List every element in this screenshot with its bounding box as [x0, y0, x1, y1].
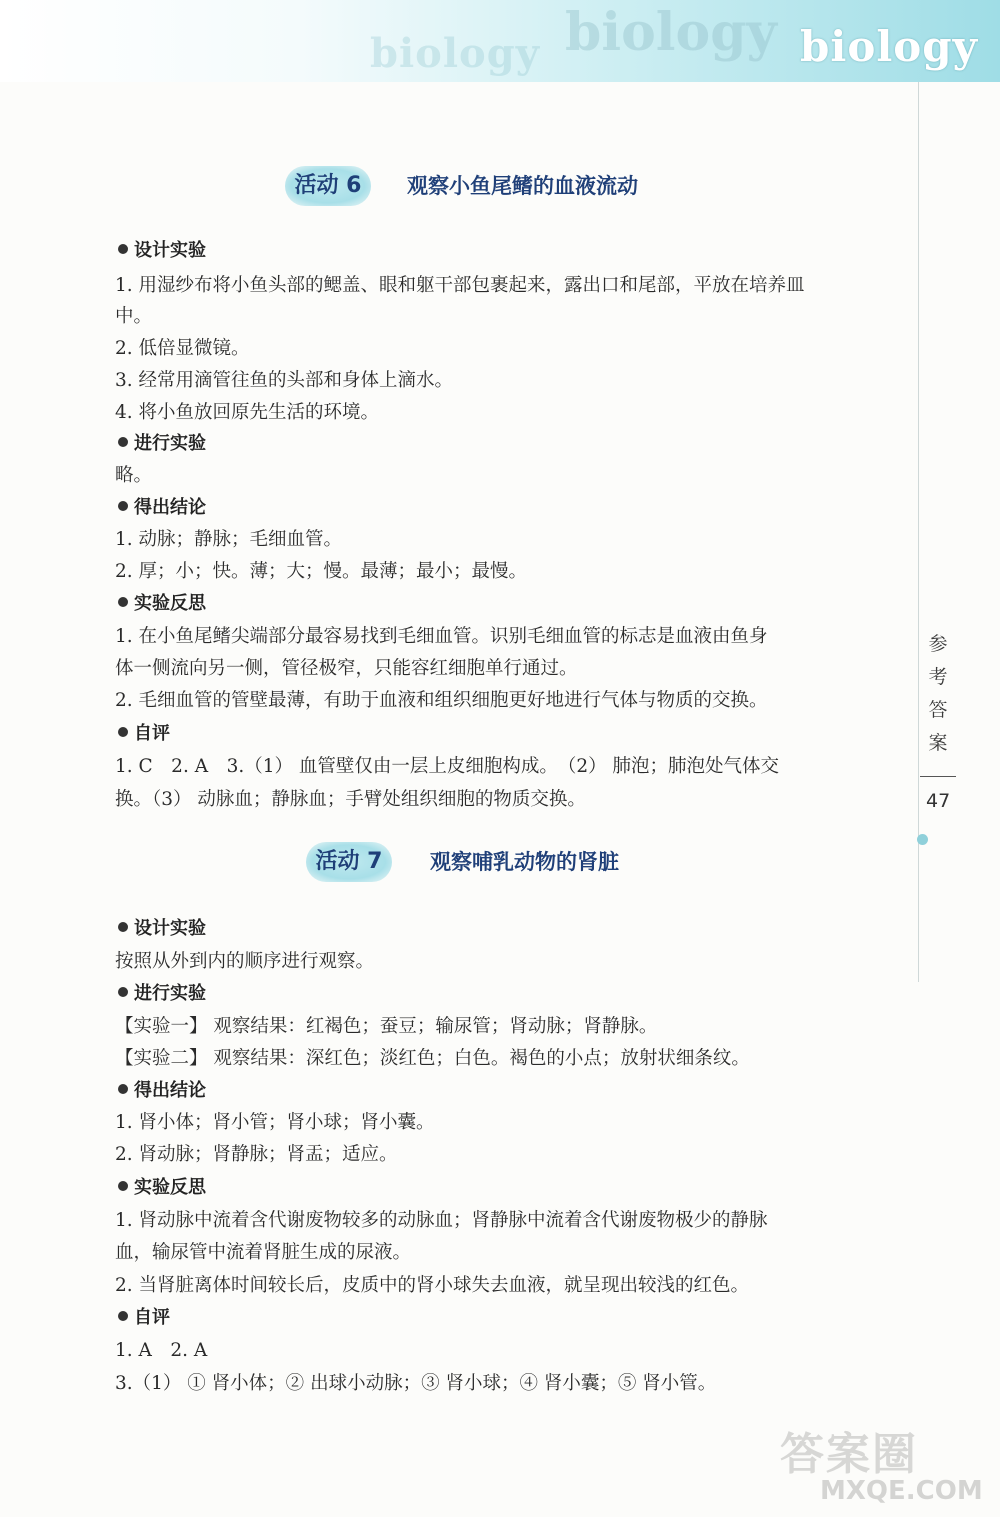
banner-ghost-word-large: biology [565, 2, 777, 63]
text-line: 体一侧流向另一侧，管径极窄，只能容红细胞单行通过。 [115, 658, 578, 679]
section-conclusion: 得出结论 [118, 493, 206, 519]
text-line: 按照从外到内的顺序进行观察。 [115, 951, 375, 972]
section-design: 设计实验 [118, 914, 206, 940]
activity-6-title: 观察小鱼尾鳍的血液流动 [407, 174, 638, 198]
text-line: 略。 [115, 465, 153, 486]
section-conduct: 进行实验 [118, 429, 206, 455]
banner-ghost-word: biology [370, 30, 540, 77]
text-line: 1. 用湿纱布将小鱼头部的鳃盖、眼和躯干部包裹起来，露出口和尾部，平放在培养皿 [115, 275, 805, 296]
text-line: 换。（3） 动脉血；静脉血；手臂处组织细胞的物质交换。 [115, 789, 586, 810]
page-dot-icon [917, 834, 928, 845]
text-line: 3. 经常用滴管往鱼的头部和身体上滴水。 [115, 370, 454, 391]
side-tab-char: 案 [928, 732, 948, 754]
activity-6-heading [285, 166, 745, 206]
activity-7-heading [306, 842, 726, 882]
text-line: 1. 在小鱼尾鳍尖端部分最容易找到毛细血管。识别毛细血管的标志是血液由鱼身 [115, 626, 768, 647]
text-line: 1. C 2. A 3.（1） 血管壁仅由一层上皮细胞构成。 （2） 肺泡；肺泡处气体交 [115, 756, 780, 777]
activity-7-title: 观察哺乳动物的肾脏 [430, 850, 619, 874]
page-number: 47 [926, 790, 951, 812]
text-line: 2. 肾动脉；肾静脉；肾盂；适应。 [115, 1144, 398, 1165]
text-line: 【实验一】 观察结果：红褐色；蚕豆；输尿管；肾动脉；肾静脉。 [115, 1016, 658, 1037]
activity-7-label: 活动 7 [306, 842, 392, 882]
header-banner [0, 0, 1000, 82]
side-tab-reference-answers [925, 628, 951, 760]
text-line: 2. 低倍显微镜。 [115, 338, 250, 359]
text-line: 2. 毛细血管的管壁最薄，有助于血液和组织细胞更好地进行气体与物质的交换。 [115, 690, 768, 711]
section-self-eval: 自评 [118, 719, 170, 745]
side-divider [918, 82, 919, 982]
text-line: 4. 将小鱼放回原先生活的环境。 [115, 402, 380, 423]
section-reflection: 实验反思 [118, 1173, 206, 1199]
section-self-eval: 自评 [118, 1303, 170, 1329]
watermark [780, 1418, 990, 1508]
text-line: 1. 肾动脉中流着含代谢废物较多的动脉血；肾静脉中流着含代谢废物极少的静脉 [115, 1210, 768, 1231]
text-line: 1. 肾小体；肾小管；肾小球；肾小囊。 [115, 1112, 435, 1133]
side-tab-char: 答 [928, 699, 948, 721]
watermark-logo: 答案圈 [780, 1429, 918, 1480]
text-line: 1. 动脉；静脉；毛细血管。 [115, 529, 343, 550]
page-number-rule [920, 776, 956, 777]
side-tab-char: 参 [928, 633, 948, 655]
text-line: 2. 当肾脏离体时间较长后，皮质中的肾小球失去血液，就呈现出较浅的红色。 [115, 1275, 750, 1296]
text-line: 3.（1） ① 肾小体；② 出球小动脉；③ 肾小球；④ 肾小囊；⑤ 肾小管。 [115, 1373, 717, 1394]
text-line: 中。 [115, 306, 153, 327]
section-design: 设计实验 [118, 236, 206, 262]
section-reflection: 实验反思 [118, 589, 206, 615]
banner-title: biology [800, 22, 979, 71]
text-line: 1. A 2. A [115, 1340, 208, 1361]
text-line: 【实验二】 观察结果：深红色；淡红色；白色。褐色的小点；放射状细条纹。 [115, 1048, 750, 1069]
section-conduct: 进行实验 [118, 979, 206, 1005]
activity-6-label: 活动 6 [285, 166, 371, 206]
text-line: 血，输尿管中流着肾脏生成的尿液。 [115, 1242, 412, 1263]
text-line: 2. 厚；小；快。薄；大；慢。最薄；最小；最慢。 [115, 561, 528, 582]
section-conclusion: 得出结论 [118, 1076, 206, 1102]
watermark-url: MXQE.COM [820, 1476, 983, 1506]
side-tab-char: 考 [928, 666, 948, 688]
